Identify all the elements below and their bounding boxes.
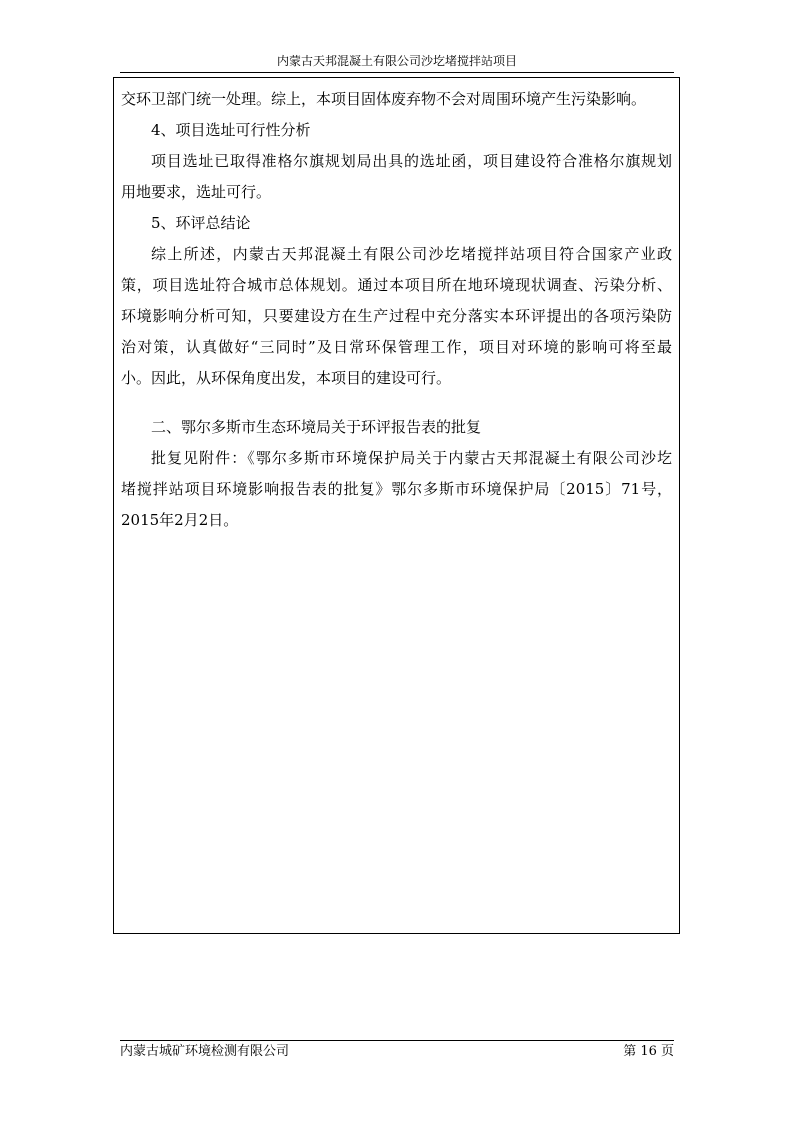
header-rule <box>120 72 674 73</box>
footer-page-number: 第 16 页 <box>623 1044 674 1059</box>
paragraph-line: 小。因此，从环保角度出发，本项目的建设可行。 <box>121 369 452 387</box>
paragraph-line: 策，项目选址符合城市总体规划。通过本项目所在地环境现状调查、污染分析、 <box>121 276 672 294</box>
header-title: 内蒙古天邦混凝土有限公司沙圪堵搅拌站项目 <box>276 54 517 68</box>
footer-rule <box>120 1040 674 1041</box>
paragraph-line: 交环卫部门统一处理。综上，本项目固体废弃物不会对周围环境产生污染影响。 <box>121 90 647 108</box>
paragraph-line: 项目选址已取得准格尔旗规划局出具的选址函，项目建设符合准格尔旗规划 <box>151 152 672 170</box>
paragraph-line: 综上所述，内蒙古天邦混凝土有限公司沙圪堵搅拌站项目符合国家产业政 <box>151 245 672 263</box>
footer-company: 内蒙古城矿环境检测有限公司 <box>120 1044 290 1059</box>
paragraph-line: 环境影响分析可知，只要建设方在生产过程中充分落实本环评提出的各项污染防 <box>121 307 672 325</box>
paragraph-line: 批复见附件：《鄂尔多斯市环境保护局关于内蒙古天邦混凝土有限公司沙圪 <box>151 449 672 467</box>
paragraph-line: 用地要求，选址可行。 <box>121 183 272 201</box>
section-gap <box>121 394 672 412</box>
paragraph-line: 2015年2月2日。 <box>121 511 239 529</box>
paragraph-line: 治对策，认真做好“三同时”及日常环保管理工作，项目对环境的影响可将至最 <box>121 338 672 356</box>
heading-conclusion: 5、环评总结论 <box>151 214 251 232</box>
body-text <box>121 84 672 536</box>
heading-site-feasibility: 4、项目选址可行性分析 <box>151 121 311 139</box>
section-heading: 二、鄂尔多斯市生态环境局关于环评报告表的批复 <box>151 418 482 436</box>
paragraph-line: 堵搅拌站项目环境影响报告表的批复》鄂尔多斯市环境保护局〔2015〕71号， <box>121 480 672 498</box>
